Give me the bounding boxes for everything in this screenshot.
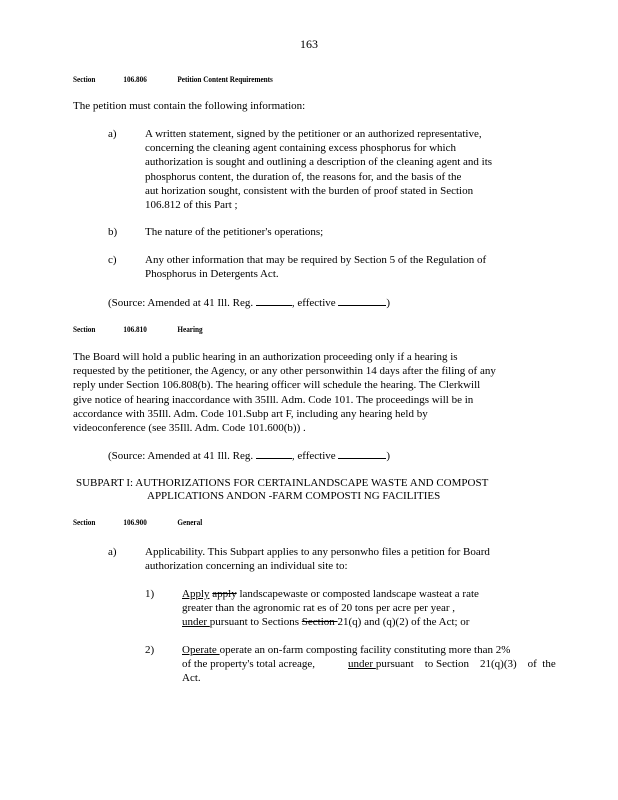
subitem-number-1: 1): [145, 588, 155, 600]
text-line: accordance with 35Ill. Adm. Code 101.Subp art F, including any hearing held by: [73, 407, 428, 420]
inserted-text: under: [348, 658, 376, 671]
section-title: General: [177, 518, 203, 527]
source-prefix: (Source: Amended at 41 Ill. Reg.: [108, 450, 254, 462]
section-heading-106-810: [73, 325, 203, 335]
subitem-number-2: 2): [145, 644, 155, 656]
text-line: Act.: [182, 672, 201, 685]
source-close: ): [386, 297, 391, 309]
text-line: Applicability. This Subpart applies to any personwho files a petition for Board: [145, 546, 490, 558]
section-number: 106.900: [123, 518, 147, 527]
source-effective: , effective: [291, 297, 336, 309]
subpart-heading-line-1: SUBPART I: AUTHORIZATIONS FOR CERTAINLANDSCAPE WASTE AND COMPOST: [76, 477, 489, 489]
text-segment: of the property's total acreage,: [182, 658, 349, 671]
item-letter-b: b): [108, 226, 118, 238]
text-line: videoconference (see 35Ill. Adm. Code 101.600(b)) .: [73, 421, 306, 434]
section-number: 106.806: [123, 75, 147, 84]
inserted-text: Operate: [182, 644, 220, 656]
source-effective: , effective: [291, 450, 336, 462]
section-label: Section: [73, 518, 96, 527]
source-note: [108, 448, 390, 463]
text-line: [182, 587, 532, 601]
text-segment: 21(q) and (q)(2) of the Act; or: [337, 616, 470, 629]
text-line: greater than the agronomic rat es of 20 tons per acre per year ,: [182, 602, 456, 615]
text-line: phosphorus content, the duration of, the reasons for, and the basis of the: [145, 170, 462, 183]
deleted-text: apply: [212, 588, 237, 600]
text-line: authorization is sought and outlining a description of the cleaning agent and its: [145, 156, 493, 169]
item-letter-a: a): [108, 128, 117, 140]
section-label: Section: [73, 75, 96, 84]
section-title: Hearing: [177, 325, 203, 334]
item-letter-a: a): [108, 546, 117, 558]
section-heading-106-900: [73, 518, 202, 528]
item-letter-c: c): [108, 254, 117, 266]
intro-text: The petition must contain the following information:: [73, 100, 306, 112]
text-line: [182, 657, 556, 671]
text-line: [182, 643, 542, 657]
text-line: authorization concerning an individual site to:: [145, 560, 348, 573]
item-b-text: The nature of the petitioner's operations;: [145, 226, 324, 238]
text-segment: pursuant to Section 21(q)(3) of the: [375, 658, 556, 671]
hearing-paragraph: [73, 350, 541, 435]
register-blank: [256, 448, 292, 459]
effective-date-blank: [338, 448, 386, 459]
text-segment: pursuant to Sections: [209, 616, 302, 629]
text-line: aut horization sought, consistent with the burden of proof stated in Section: [145, 184, 474, 197]
text-line: 106.812 of this Part ;: [145, 198, 238, 211]
text-line: [182, 615, 532, 629]
deleted-text: Section: [301, 616, 338, 629]
text-line: reply under Section 106.808(b). The hearing officer will schedule the hearing. The Clerkwill: [73, 379, 481, 392]
text-segment: operate an on-farm composting facility constituting more than 2%: [219, 644, 511, 656]
inserted-text: under: [182, 616, 210, 629]
section-number: 106.810: [123, 325, 147, 334]
subpart-heading-line-2: APPLICATIONS ANDON -FARM COMPOSTI NG FACILITIES: [147, 490, 441, 502]
item-c-text: [145, 253, 486, 281]
section-label: Section: [73, 325, 96, 334]
text-line: requested by the petitioner, the Agency, or any other personwithin 14 days after the filing of any: [73, 365, 496, 378]
text-line: Any other information that may be required by Section 5 of the Regulation of: [145, 254, 487, 266]
source-close: ): [386, 450, 391, 462]
register-blank: [256, 295, 292, 306]
applicability-text: [145, 545, 490, 573]
source-note: [108, 295, 390, 310]
text-line: Phosphorus in Detergents Act.: [145, 268, 279, 281]
source-prefix: (Source: Amended at 41 Ill. Reg.: [108, 297, 254, 309]
text-line: A written statement, signed by the petitioner or an authorized representative,: [145, 128, 482, 140]
subitem-2-text: [182, 643, 556, 686]
inserted-text: Apply: [182, 588, 210, 600]
section-title: Petition Content Requirements: [177, 75, 273, 84]
item-a-text: [145, 127, 492, 212]
text-line: give notice of hearing inaccordance with 35Ill. Adm. Code 101. The proceedings will be in: [73, 393, 474, 406]
text-line: The Board will hold a public hearing in an authorization proceeding only if a hearing is: [73, 351, 458, 363]
subitem-1-text: [182, 587, 532, 630]
effective-date-blank: [338, 295, 386, 306]
page-number: 163: [300, 37, 318, 51]
text-line: concerning the cleaning agent containing excess phosphorus for which: [145, 142, 456, 155]
text-segment: landscapewaste or composted landscape wasteat a rate: [236, 588, 479, 600]
section-heading-106-806: [73, 75, 273, 85]
